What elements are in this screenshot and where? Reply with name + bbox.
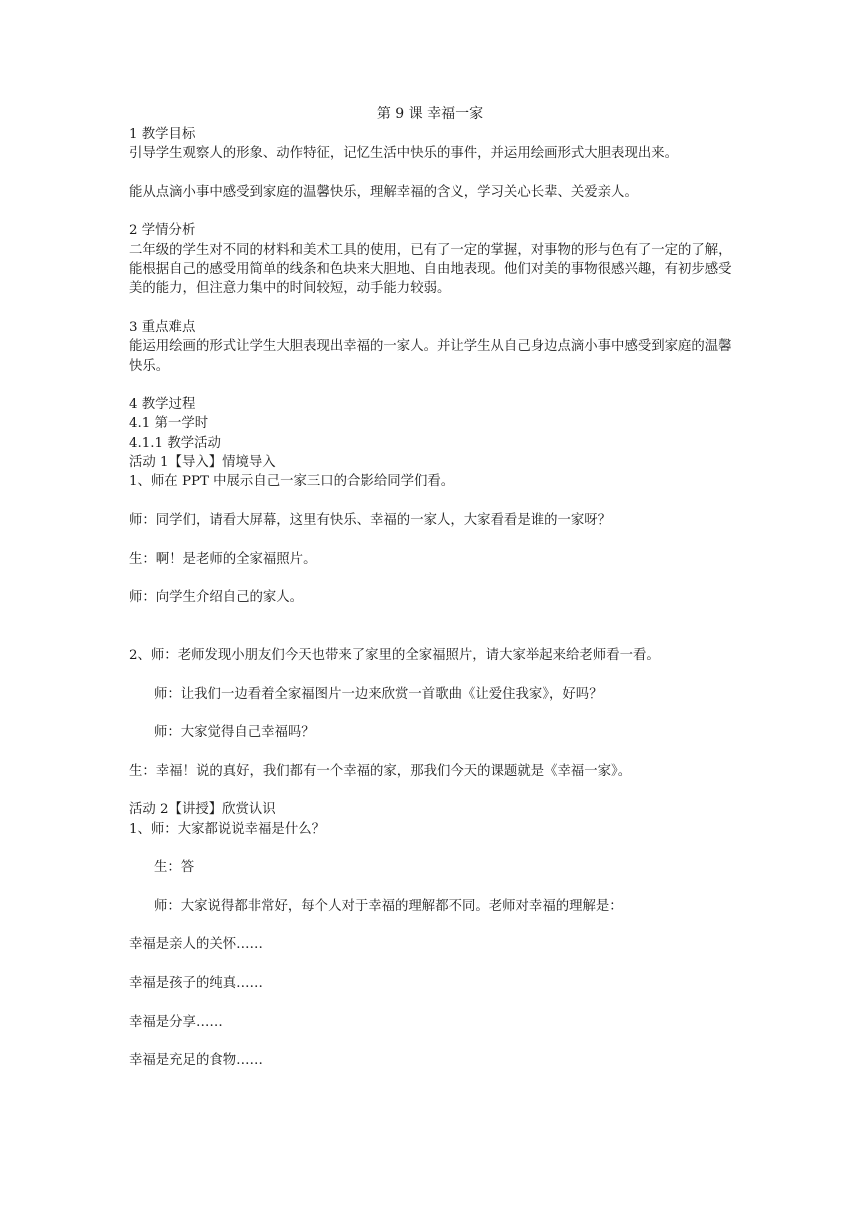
- spacer: [129, 1032, 741, 1051]
- activity-1-line: 1、师在 PPT 中展示自己一家三口的合影给同学们看。: [129, 474, 455, 490]
- activity-2-heading: 活动 2【讲授】欣赏认识: [129, 802, 276, 818]
- spacer: [129, 492, 741, 511]
- spacer: [129, 993, 741, 1012]
- section-heading-analysis: 2 学情分析: [129, 223, 196, 239]
- objective-paragraph-1: 引导学生观察人的形象、动作特征，记忆生活中快乐的事件，并运用绘画形式大胆表现出来。: [129, 146, 679, 162]
- spacer: [129, 569, 741, 588]
- activity-2-line: 1、师：大家都说说幸福是什么？: [129, 821, 325, 837]
- section-heading-process: 4 教学过程: [129, 397, 196, 413]
- section-heading-objectives: 1 教学目标: [129, 127, 196, 142]
- key-points-paragraph: 能运用绘画的形式让学生大胆表现出幸福的一家人。并让学生从自己身边点滴小事中感受到家庭的温馨快乐。: [129, 339, 732, 374]
- activity-2-line: 幸福是充足的食物……: [129, 1053, 263, 1069]
- spacer: [129, 376, 741, 395]
- spacer: [129, 878, 741, 897]
- spacer: [129, 607, 741, 626]
- activity-1-line: 师：让我们一边看着全家福图片一边来欣赏一首歌曲《让爱住我家》，好吗？: [154, 686, 603, 702]
- analysis-paragraph: 二年级的学生对不同的材料和美术工具的使用，已有了一定的掌握，对事物的形与色有了一定的了解，能根据自己的感受用简单的线条和色块来大胆地、自由地表现。他们对美的事物很感兴趣，有初步感受美的能力，但注意力集中的时间较短，动手能力较弱。: [129, 242, 732, 297]
- spacer: [129, 781, 741, 800]
- subsection-first-period: 4.1 第一学时: [129, 416, 209, 432]
- activity-1-line: 师：大家觉得自己幸福吗？: [154, 725, 315, 741]
- activity-2-line: 幸福是分享……: [129, 1014, 223, 1030]
- spacer: [129, 743, 741, 762]
- spacer: [129, 530, 741, 549]
- spacer: [129, 202, 741, 221]
- spacer: [129, 627, 741, 646]
- activity-2-line: 师：大家说得都非常好，每个人对于幸福的理解都不同。老师对幸福的理解是：: [154, 898, 623, 914]
- spacer: [129, 665, 741, 684]
- document-title: 第 9 课 幸福一家: [376, 106, 484, 122]
- activity-2-line: 生：答: [154, 860, 195, 876]
- activity-1-line: 生：啊！是老师的全家福照片。: [129, 551, 317, 567]
- spacer: [129, 955, 741, 974]
- section-heading-key-points: 3 重点难点: [129, 319, 196, 335]
- activity-1-line: 2、师：老师发现小朋友们今天也带来了家里的全家福照片，请大家举起来给老师看一看。: [129, 648, 660, 664]
- spacer: [129, 704, 741, 723]
- activity-2-line: 幸福是孩子的纯真……: [129, 976, 263, 992]
- spacer: [129, 839, 741, 858]
- activity-1-line: 生：幸福！说的真好，我们都有一个幸福的家，那我们今天的课题就是《幸福一家》。: [129, 763, 632, 779]
- document-body: [129, 125, 741, 1071]
- activity-1-heading: 活动 1【导入】情境导入: [129, 455, 276, 471]
- spacer: [129, 164, 741, 183]
- spacer: [129, 916, 741, 935]
- objective-paragraph-2: 能从点滴小事中感受到家庭的温馨快乐，理解幸福的含义，学习关心长辈、关爱亲人。: [129, 184, 638, 200]
- activity-2-line: 幸福是亲人的关怀……: [129, 937, 263, 953]
- spacer: [129, 299, 741, 318]
- activity-1-line: 师：同学们，请看大屏幕，这里有快乐、幸福的一家人，大家看看是谁的一家呀？: [129, 512, 612, 528]
- subsection-teaching-activities: 4.1.1 教学活动: [129, 435, 221, 451]
- activity-1-line: 师：向学生介绍自己的家人。: [129, 590, 304, 606]
